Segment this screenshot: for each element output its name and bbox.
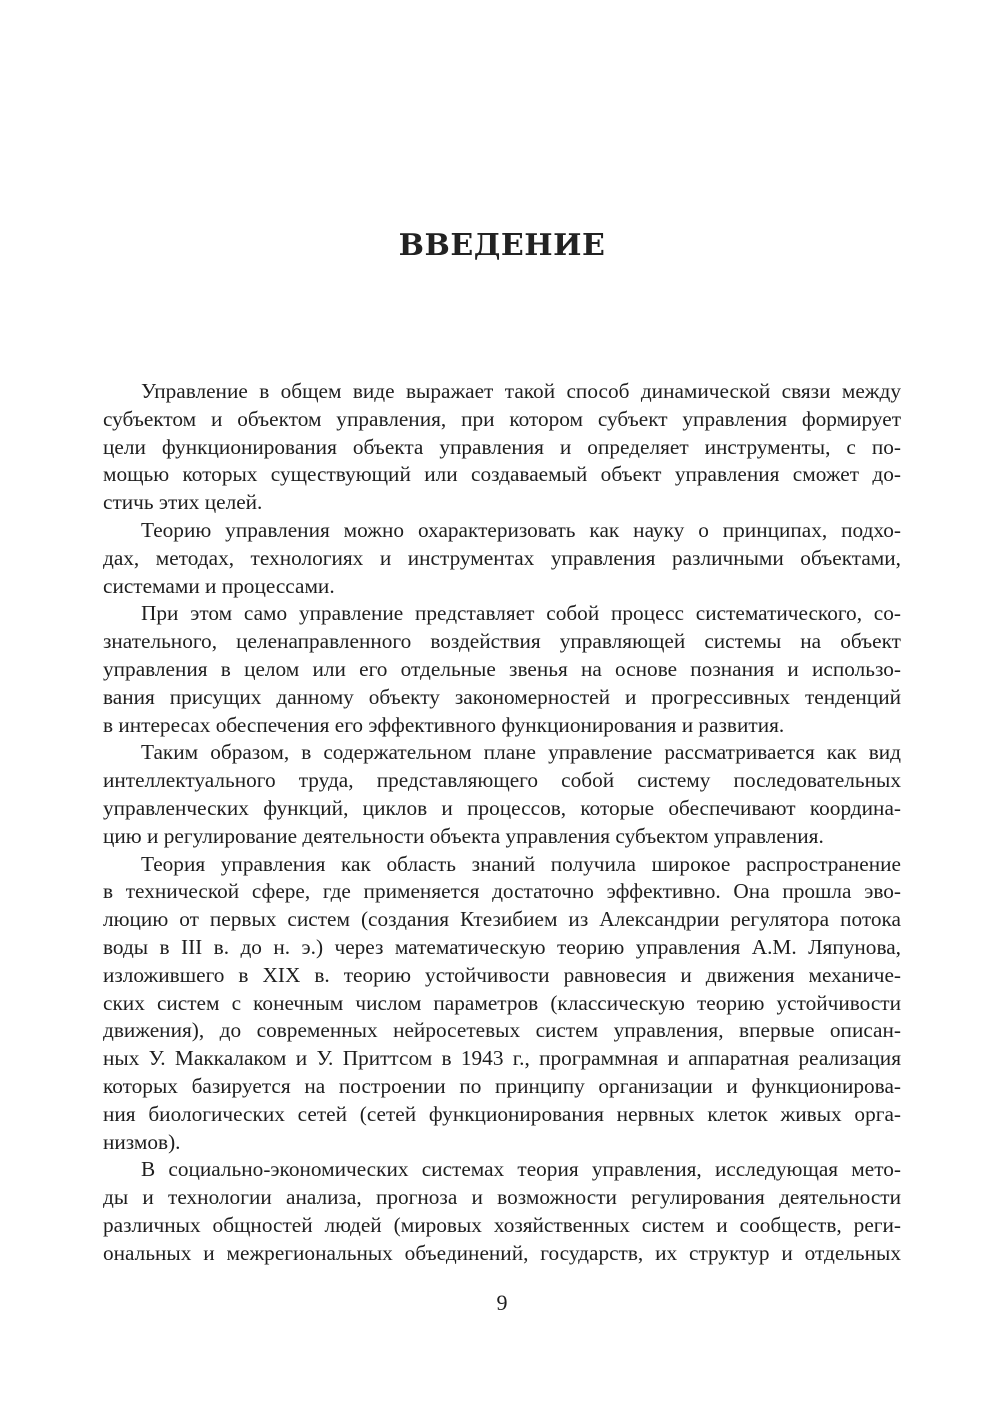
text-line: дах, методах, технологиях и инструментах управления различными объектами, <box>103 545 901 570</box>
text-line: управления в целом или его отдельные звенья на основе познания и использо- <box>103 656 901 681</box>
text-line: люцию от первых систем (создания Ктезибием из Александрии регулятора потока <box>103 907 901 932</box>
text-line: мощью которых существующий или создаваемый объект управления сможет до- <box>103 462 901 487</box>
text-line: изложившего в XIX в. теорию устойчивости равновесия и движения механиче- <box>103 962 901 987</box>
paragraph <box>103 1156 901 1267</box>
text-line: интеллектуального труда, представляющего собой систему последовательных <box>103 768 901 793</box>
page-number: 9 <box>496 1290 508 1315</box>
text-line: цию и регулирование деятельности объекта управления субъектом управления. <box>103 823 824 848</box>
text-line: ских систем с конечным числом параметров (классическую теорию устойчивости <box>103 990 901 1015</box>
text-line: которых базируется на построении по принципу организации и функционирова- <box>103 1073 901 1098</box>
text-line: управленческих функций, циклов и процессов, которые обеспечивают координа- <box>103 795 901 820</box>
text-line: в технической сфере, где применяется достаточно эффективно. Она прошла эво- <box>103 879 901 904</box>
text-line: различных общностей людей (мировых хозяйственных систем и сообществ, реги- <box>103 1212 901 1237</box>
text-line: ды и технологии анализа, прогноза и возможности регулирования деятельности <box>103 1185 901 1210</box>
text-line: воды в III в. до н. э.) через математическую теорию управления А.М. Ляпунова, <box>103 934 901 959</box>
page-title: ВВЕДЕНИЕ <box>398 228 606 263</box>
text-line: низмов). <box>103 1129 181 1154</box>
text-line: цели функционирования объекта управления и определяет инструменты, с по- <box>103 434 901 459</box>
text-line: Теория управления как область знаний получила широкое распространение <box>141 851 901 876</box>
paragraph <box>103 739 901 850</box>
text-line: При этом само управление представляет собой процесс систематического, со- <box>141 601 901 626</box>
text-line: Теорию управления можно охарактеризовать как науку о принципах, подхо- <box>141 517 901 542</box>
text-line: В социально-экономических системах теория управления, исследующая мето- <box>141 1157 901 1182</box>
text-line: ния биологических сетей (сетей функционирования нервных клеток живых орга- <box>103 1101 901 1126</box>
paragraph <box>103 600 901 739</box>
text-line: ных У. Маккалаком и У. Приттсом в 1943 г., программная и аппаратная реализация <box>103 1046 901 1071</box>
body-text <box>103 378 901 1268</box>
text-line: субъектом и объектом управления, при котором субъект управления формирует <box>103 406 901 431</box>
paragraph <box>103 517 901 600</box>
text-line: в интересах обеспечения его эффективного функционирования и развития. <box>103 712 785 737</box>
text-line: Таким образом, в содержательном плане управление рассматривается как вид <box>141 740 901 765</box>
text-line: системами и процессами. <box>103 573 335 598</box>
text-line: знательного, целенаправленного воздействия управляющей системы на объект <box>103 629 901 654</box>
text-line: движения), до современных нейросетевых систем управления, впервые описан- <box>103 1018 901 1043</box>
paragraph <box>103 378 901 517</box>
paragraph <box>103 851 901 1157</box>
text-line: вания присущих данному объекту закономерностей и прогрессивных тенденций <box>103 684 901 709</box>
text-line: ональных и межрегиональных объединений, государств, их структур и отдельных <box>103 1240 901 1265</box>
text-line: Управление в общем виде выражает такой способ динамической связи между <box>141 379 901 403</box>
text-line: стичь этих целей. <box>103 490 263 515</box>
